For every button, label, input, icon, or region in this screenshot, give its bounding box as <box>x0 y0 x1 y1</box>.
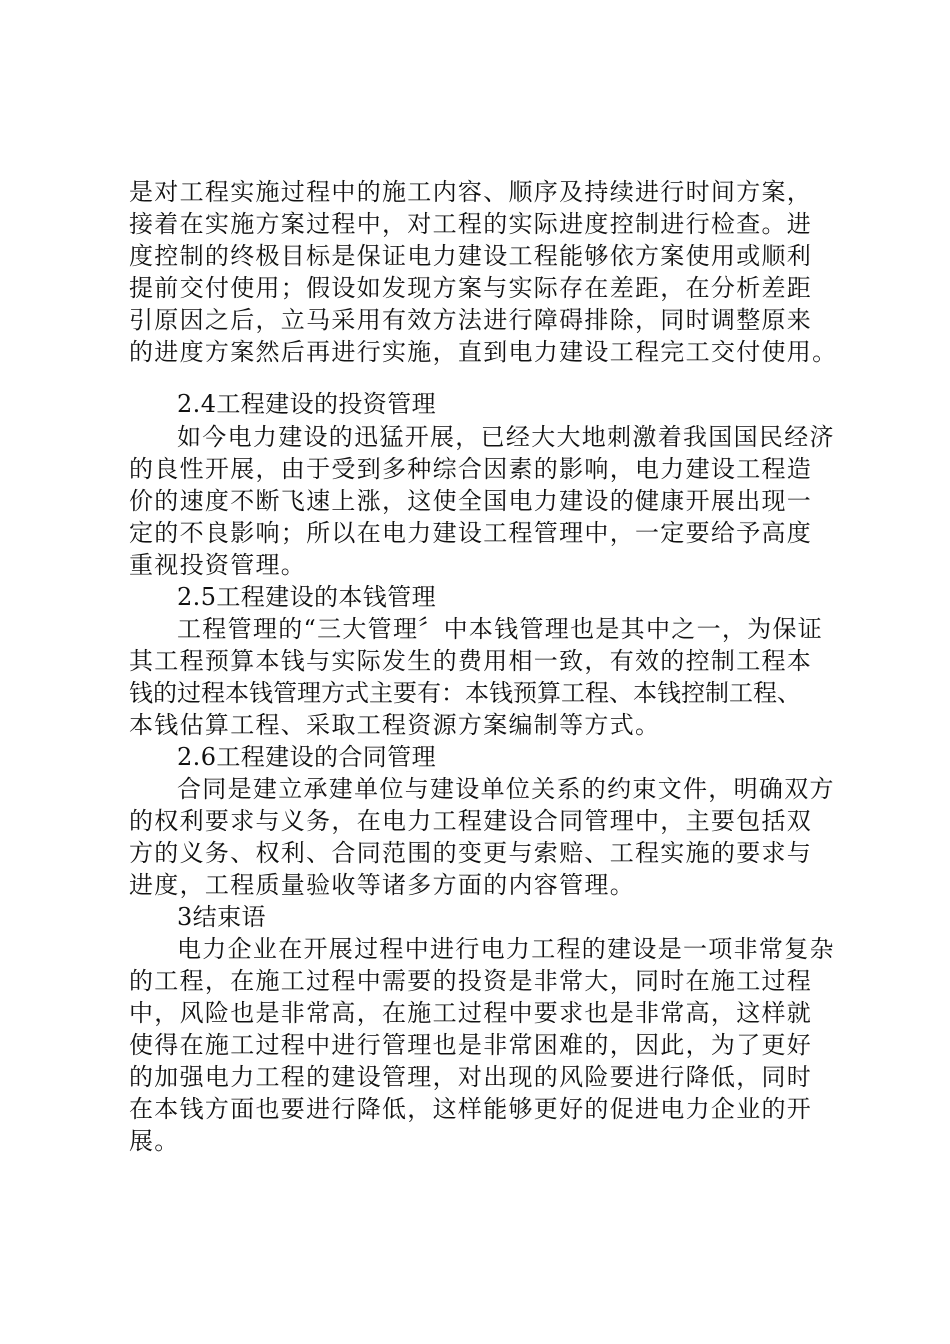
section-2-4-line-5: 重视投资管理。 <box>129 551 307 579</box>
section-3-line-1: 电力企业在开展过程中进行电力工程的建设是一项非常复杂 <box>177 935 835 963</box>
section-2-6-heading: 2.6工程建设的合同管理 <box>177 743 436 771</box>
intro-line-4: 提前交付使用；假设如发现方案与实际存在差距，在分析差距 <box>129 274 813 302</box>
section-3-heading: 3结束语 <box>177 903 266 931</box>
section-3-line-3: 中，风险也是非常高，在施工过程中要求也是非常高，这样就 <box>129 999 813 1027</box>
section-2-5-line-3: 钱的过程本钱管理方式主要有：本钱预算工程、本钱控制工程、 <box>129 679 801 707</box>
section-2-4-heading: 2.4工程建设的投资管理 <box>177 390 436 418</box>
section-2-5-heading: 2.5工程建设的本钱管理 <box>177 583 436 611</box>
intro-line-2: 接着在实施方案过程中，对工程的实际进度控制进行检查。进 <box>129 210 813 238</box>
section-2-6-line-2: 的权利要求与义务，在电力工程建设合同管理中，主要包括双 <box>129 807 813 835</box>
section-3-line-7: 展。 <box>129 1127 180 1155</box>
section-2-6-line-3: 方的义务、权利、合同范围的变更与索赔、工程实施的要求与 <box>129 839 813 867</box>
section-2-6-line-1: 合同是建立承建单位与建设单位关系的约束文件，明确双方 <box>177 775 835 803</box>
section-3-line-5: 的加强电力工程的建设管理，对出现的风险要进行降低，同时 <box>129 1063 813 1091</box>
intro-line-1: 是对工程实施过程中的施工内容、顺序及持续进行时间方案， <box>129 178 813 206</box>
intro-line-6: 的进度方案然后再进行实施，直到电力建设工程完工交付使用。 <box>129 338 838 366</box>
intro-line-3: 度控制的终极目标是保证电力建设工程能够依方案使用或顺利 <box>129 242 813 270</box>
section-2-5-line-1: 工程管理的“三大管理〞中本钱管理也是其中之一，为保证 <box>177 615 824 643</box>
section-2-4-line-3: 价的速度不断飞速上涨，这使全国电力建设的健康开展出现一 <box>129 487 813 515</box>
section-2-6-line-4: 进度，工程质量验收等诸多方面的内容管理。 <box>129 871 635 899</box>
section-2-4-line-1: 如今电力建设的迅猛开展，已经大大地刺激着我国国民经济 <box>177 423 835 451</box>
section-3-line-6: 在本钱方面也要进行降低，这样能够更好的促进电力企业的开 <box>129 1095 813 1123</box>
section-3-line-2: 的工程，在施工过程中需要的投资是非常大，同时在施工过程 <box>129 967 813 995</box>
section-2-5-line-4: 本钱估算工程、采取工程资源方案编制等方式。 <box>129 711 661 739</box>
intro-line-5: 引原因之后，立马采用有效方法进行障碍排除，同时调整原来 <box>129 306 813 334</box>
section-2-4-line-2: 的良性开展，由于受到多种综合因素的影响，电力建设工程造 <box>129 455 813 483</box>
section-2-4-line-4: 定的不良影响；所以在电力建设工程管理中，一定要给予高度 <box>129 519 813 547</box>
section-3-line-4: 使得在施工过程中进行管理也是非常困难的，因此，为了更好 <box>129 1031 813 1059</box>
section-2-5-line-2: 其工程预算本钱与实际发生的费用相一致，有效的控制工程本 <box>129 647 813 675</box>
